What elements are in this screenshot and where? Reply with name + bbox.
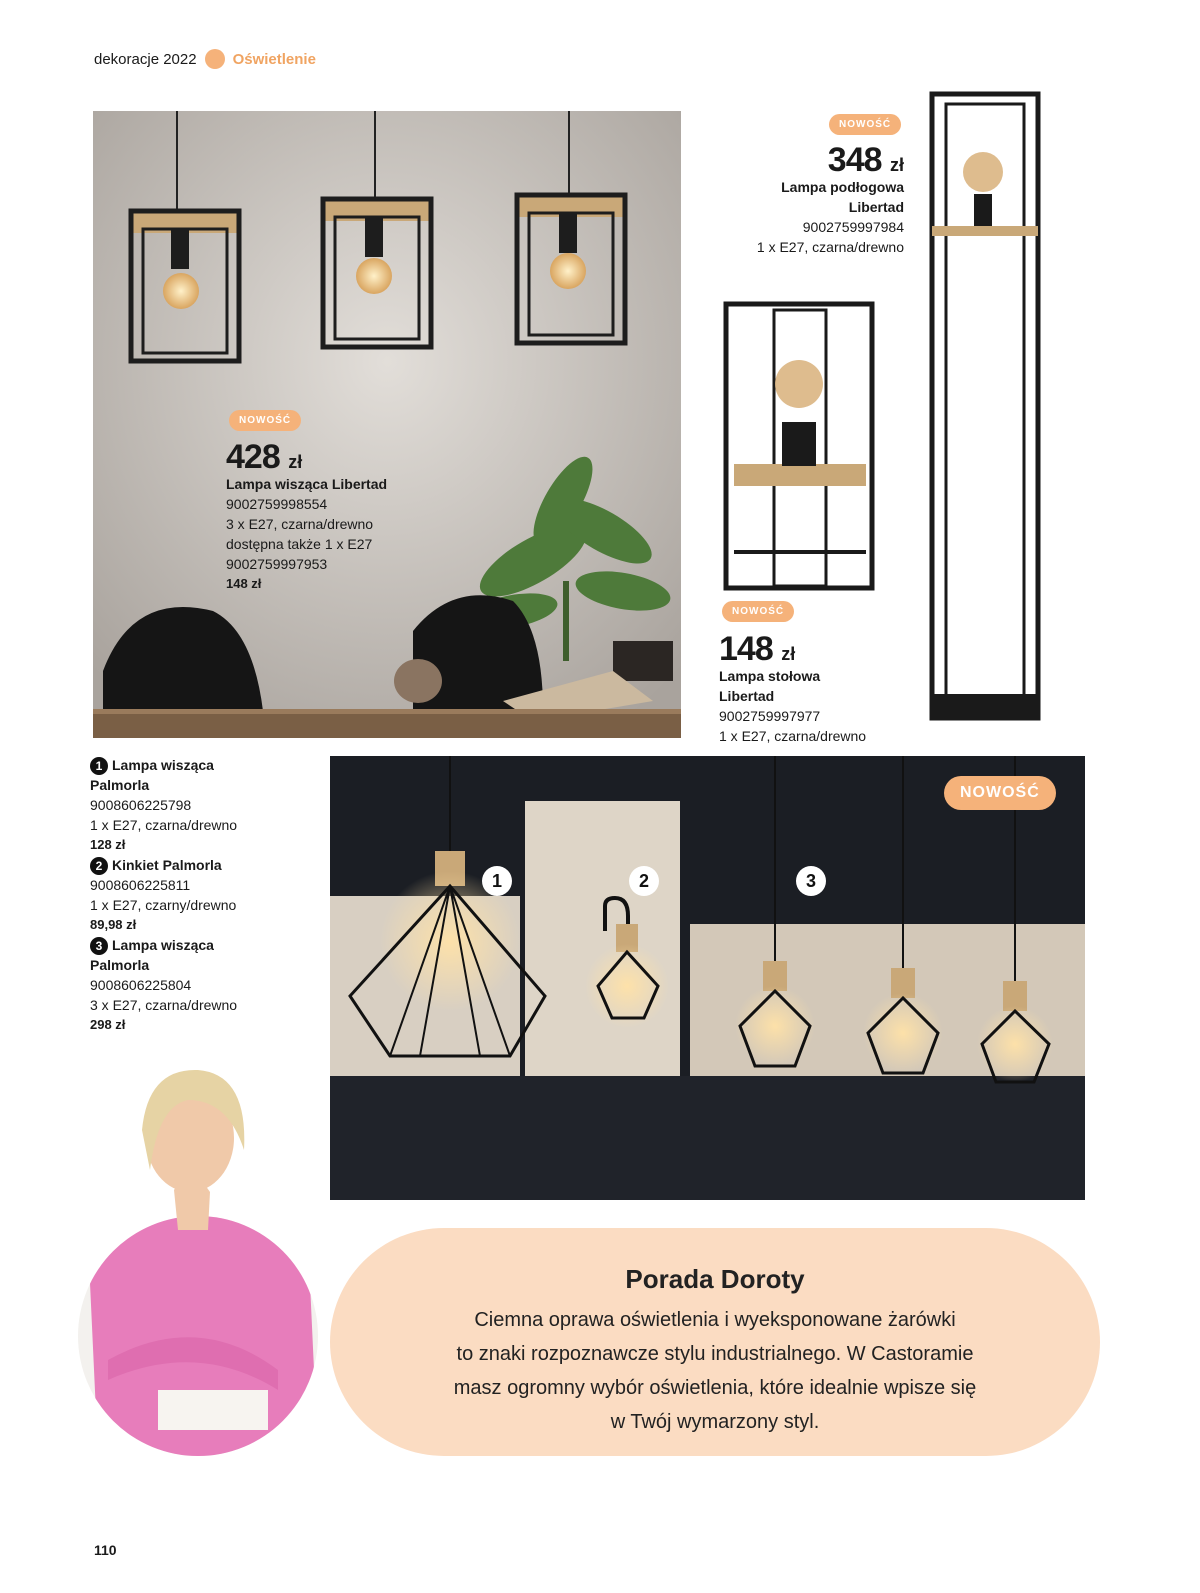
product-spec: 1 x E27, czarna/drewno [719,728,867,744]
new-badge-table: NOWOŚĆ [722,601,794,622]
number-badge: 1 [90,757,108,775]
price-value: 148 [719,630,773,668]
product-name-line2: Libertad [848,199,904,215]
product-price: 89,98 zł [90,917,137,932]
product-name [90,935,320,955]
tip-body [405,1303,1025,1439]
product-spec: 3 x E27, czarna/drewno [90,997,238,1013]
tip-line: Ciemna oprawa oświetlenia i wyeksponowane żarówki [474,1309,956,1331]
page-header [94,49,316,69]
photo-number-1: 1 [482,866,512,896]
name-line2: Palmorla [90,777,150,793]
photo-number-3: 3 [796,866,826,896]
product-name [90,755,320,775]
photo-number-2: 2 [629,866,659,896]
table-lamp-image [722,300,876,592]
product-price: 128 zł [90,837,126,852]
floor-lamp-image [928,90,1042,722]
product-name: Lampa wisząca Libertad [226,476,388,492]
name-line2: Palmorla [90,957,150,973]
product-table-libertad [719,632,866,746]
product-floor-libertad [700,143,904,257]
product-name-line1: Lampa podłogowa [781,179,904,195]
product-spec: 1 x E27, czarny/drewno [90,897,237,913]
product-spec: 1 x E27, czarna/drewno [90,817,238,833]
price-value: 348 [827,141,882,179]
product-code: 9002759998554 [226,496,328,512]
new-badge-hanging: NOWOŚĆ [229,410,301,431]
palmorla-list [90,755,320,1035]
product-code: 9002759997984 [802,219,904,235]
section-dot-icon [205,49,225,69]
tip-line: masz ogromny wybór oświetlenia, które idealnie wpisze się [453,1377,977,1399]
price [700,143,904,177]
advisor-portrait [78,1060,318,1456]
tip-line: w Twój wymarzony styl. [610,1411,820,1433]
palmorla-photo [330,756,1085,1200]
currency: zł [288,452,303,472]
product-code: 9008606225804 [90,977,192,993]
currency: zł [781,644,796,664]
number-badge: 3 [90,937,108,955]
product-alt-price: 148 zł [226,576,262,591]
product-code: 9002759997977 [719,708,821,724]
product-code: 9008606225798 [90,797,192,813]
new-badge-floor: NOWOŚĆ [829,114,901,135]
page-number: 110 [94,1542,117,1558]
product-also: dostępna także 1 x E27 [226,536,373,552]
name-line1: Lampa wisząca [112,937,214,953]
tip-line: to znaki rozpoznawcze stylu industrialnego. W Castoramie [456,1343,974,1365]
price-value: 428 [226,438,280,476]
section-title: Oświetlenie [232,50,316,68]
name-line1: Kinkiet Palmorla [112,857,222,873]
new-badge-palmorla: NOWOŚĆ [944,776,1056,810]
product-name-line1: Lampa stołowa [719,668,821,684]
product-spec: 1 x E27, czarna/drewno [756,239,904,255]
currency: zł [889,155,904,175]
palmorla-item [90,855,320,935]
product-name-line2: Libertad [719,688,775,704]
hanging-lamp-photo [93,111,681,738]
price [226,440,387,474]
number-badge: 2 [90,857,108,875]
product-name [90,855,320,875]
tip-title: Porada Doroty [625,1264,805,1294]
name-line1: Lampa wisząca [112,757,214,773]
palmorla-item [90,755,320,855]
product-code: 9008606225811 [90,877,191,893]
palmorla-item [90,935,320,1035]
product-hanging-libertad [226,440,387,594]
advisor-tip [330,1228,1100,1456]
product-spec: 3 x E27, czarna/drewno [226,516,374,532]
product-alt-code: 9002759997953 [226,556,328,572]
price [719,632,866,666]
catalog-title: dekoracje 2022 [94,50,197,68]
product-price: 298 zł [90,1017,126,1032]
